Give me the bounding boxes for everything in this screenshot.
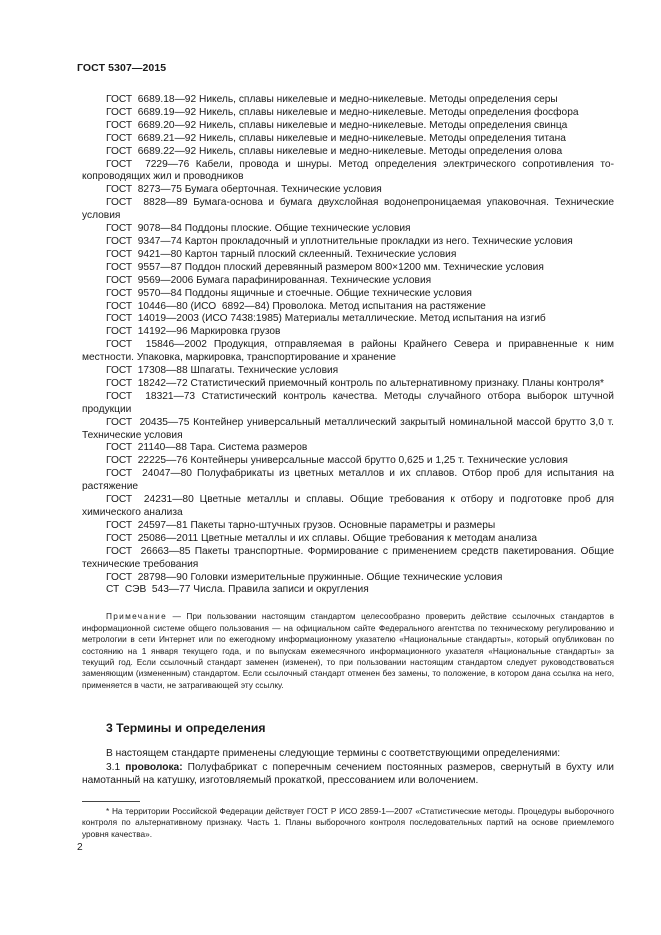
reference-item [82, 288, 614, 301]
reference-item [82, 365, 614, 378]
reference-title: Никель, сплавы никелевые и медно-никелевые. Методы определения фосфора [198, 106, 579, 118]
reference-code: ГОСТ 21140—88 [106, 442, 187, 454]
reference-title: Картон тарный плоский склеенный. Технические условия [184, 248, 457, 260]
reference-title: Маркировка грузов [190, 326, 281, 338]
reference-item [82, 262, 614, 275]
reference-item [82, 301, 614, 314]
reference-title: Головки измерительные пружинные. Общие технические условия [190, 571, 503, 583]
reference-code: ГОСТ 10446—80 (ИСО 6892—84) [106, 300, 270, 312]
reference-item [82, 533, 614, 546]
reference-code: ГОСТ 9569—2006 [106, 274, 194, 286]
reference-item [82, 133, 614, 146]
reference-title: Никель, сплавы никелевые и медно-никелевые. Методы определения свинца [198, 119, 568, 131]
reference-code: ГОСТ 24231—80 [106, 494, 194, 506]
page-number: 2 [77, 842, 83, 853]
reference-code: ГОСТ 9557—87 [106, 261, 182, 273]
reference-item [82, 159, 614, 185]
reference-item [82, 494, 614, 520]
reference-code: ГОСТ 8273—75 [106, 184, 182, 196]
reference-item [82, 572, 614, 585]
reference-code: ГОСТ 17308—88 [106, 365, 188, 377]
reference-code: ГОСТ 6689.21—92 [106, 132, 197, 144]
reference-item [82, 546, 614, 572]
reference-item [82, 339, 614, 365]
reference-item [82, 417, 614, 443]
reference-item [82, 455, 614, 468]
reference-code: ГОСТ 9078—84 [106, 223, 182, 235]
reference-title: Тара. Система размеров [189, 442, 308, 454]
reference-code: ГОСТ 28798—90 [106, 571, 188, 583]
reference-code: ГОСТ 26663—85 [106, 545, 191, 557]
reference-title: Поддоны ящичные и стоечные. Общие технические условия [184, 287, 472, 299]
reference-title: Поддоны плоские. Общие технические условия [184, 223, 411, 235]
reference-title: Бумага оберточная. Технические условия [184, 184, 382, 196]
reference-title: Полуфабрикаты из цветных металлов и их сплавов. Отбор проб для испытания на растяжение [82, 468, 614, 493]
reference-title: Бумага парафинированная. Технические условия [196, 274, 432, 286]
reference-title: Числа. Правила записи и округления [193, 584, 369, 596]
reference-code: ГОСТ 9570—84 [106, 287, 182, 299]
reference-item [82, 584, 614, 597]
reference-item [82, 197, 614, 223]
term-definition-text: Полуфабрикат с поперечным сечением постоянных размеров, свернутый в бухту или намотанный на катушку, изготовляемый прокаткой, прессованием или волочением. [82, 762, 614, 786]
reference-title: Никель, сплавы никелевые и медно-никелевые. Методы определения серы [198, 94, 558, 105]
reference-code: ГОСТ 6689.20—92 [106, 119, 197, 131]
reference-item [82, 520, 614, 533]
reference-item [82, 313, 614, 326]
reference-title: Кабели, провода и шнуры. Метод определения электрического сопротивления токопроводящих жил и проводников [82, 158, 614, 183]
reference-title: Никель, сплавы никелевые и медно-никелевые. Методы определения титана [198, 132, 566, 144]
reference-item [82, 275, 614, 288]
reference-title: Шпагаты. Технические условия [190, 365, 339, 377]
reference-code: ГОСТ 22225—76 [106, 455, 188, 467]
reference-code: ГОСТ 9347—74 [106, 235, 182, 247]
reference-code: СТ СЭВ 543—77 [106, 584, 191, 596]
reference-code: ГОСТ 7229—76 [106, 158, 190, 170]
reference-code: ГОСТ 25086—2011 [106, 532, 199, 544]
reference-title: Пакеты тарно-штучных грузов. Основные параметры и размеры [190, 519, 496, 531]
reference-code: ГОСТ 9421—80 [106, 248, 182, 260]
reference-item [82, 107, 614, 120]
reference-code: ГОСТ 20435—75 [106, 416, 190, 428]
reference-code: ГОСТ 18242—72 [106, 377, 188, 389]
reference-item [82, 236, 614, 249]
reference-code: ГОСТ 6689.18—92 [106, 94, 197, 105]
reference-item [82, 184, 614, 197]
reference-code: ГОСТ 24597—81 [106, 519, 188, 531]
reference-title: Контейнер универсальный металлический закрытый номинальной массой брутто 3,0 т. Технические условия [82, 416, 614, 441]
reference-item [82, 391, 614, 417]
reference-item [82, 378, 614, 391]
reference-item [82, 249, 614, 262]
reference-title: Картон прокладочный и уплотнительные прокладки из него. Технические условия [184, 235, 573, 247]
note-paragraph [82, 611, 614, 691]
reference-item [82, 223, 614, 236]
reference-title: Материалы металлические. Метод испытания на изгиб [284, 313, 546, 325]
reference-title: Статистический контроль качества. Методы случайного отбора выборок штучной продукции [82, 390, 614, 415]
reference-item [82, 120, 614, 133]
reference-code: ГОСТ 6689.22—92 [106, 145, 197, 157]
reference-title: Никель, сплавы никелевые и медно-никелевые. Методы определения олова [198, 145, 563, 157]
reference-code: ГОСТ 24047—80 [106, 468, 192, 480]
reference-code: ГОСТ 6689.19—92 [106, 106, 197, 118]
reference-code: ГОСТ 14192—96 [106, 326, 188, 338]
section-intro: В настоящем стандарте применены следующие термины с соответствующими определениями: [106, 748, 561, 759]
note-label: Примечание [106, 611, 168, 622]
reference-item [82, 94, 614, 107]
reference-title: Бумага-основа и бумага двухслойная водонепроницаемая упаковочная. Технические условия [82, 197, 614, 222]
reference-code: ГОСТ 14019—2003 (ИСО 7438:1985) [106, 313, 282, 325]
term-definition [82, 761, 614, 787]
reference-item [82, 146, 614, 159]
section-title: 3 Термины и определения [106, 721, 266, 735]
normative-references-list [82, 94, 614, 597]
reference-item [82, 326, 614, 339]
standard-code-header: ГОСТ 5307—2015 [77, 62, 167, 74]
reference-title: Поддон плоский деревянный размером 800×1200 мм. Технические условия [184, 261, 544, 273]
reference-code: ГОСТ 15846—2002 [106, 339, 207, 351]
reference-item [82, 442, 614, 455]
note-text: — При пользовании настоящим стандартом целесообразно проверить действие ссылочных стандартов в информационной системе общего пользования — на официальном сайте Федерального агентства по техническому регулированию и метрологии в сети Интернет или по ежегодному информационному указателю «Национальные стандарты», который опубликован по состоянию на 1 января текущего года, и по выпускам ежемесячного информационного указателя «Национальные стандарты» за текущий год. Если ссылочный стандарт заменен (изменен), то при пользовании настоящим стандартом следует руководствоваться заменяющим (измененным) стандартом. Если ссылочный стандарт отменен без замены, то положение, в котором дана ссылка на него, применяется в части, не затрагивающей эту ссылку. [82, 611, 614, 690]
reference-title: Цветные металлы и сплавы. Общие требования к отбору и подготовке проб для химического анализа [82, 494, 614, 518]
reference-code: ГОСТ 18321—73 [106, 390, 196, 402]
reference-title: Цветные металлы и их сплавы. Общие требования к методам анализа [201, 532, 537, 544]
reference-code: ГОСТ 8828—89 [106, 197, 188, 209]
reference-title: Статистический приемочный контроль по альтернативному признаку. Планы контроля* [190, 377, 604, 389]
footnote: * На территории Российской Федерации действует ГОСТ Р ИСО 2859-1—2007 «Статистические методы. Процедуры выборочного контроля по альтернативному признаку. Часть 1. Планы выборочного контроля последовательных партий на основе приемлемого уровня качества». [82, 806, 614, 839]
reference-title: Пакеты транспортные. Формирование с применением средств пакетирования. Общие технические требования [82, 545, 614, 570]
reference-title: Продукция, отправляемая в районы Крайнего Севера и приравненные к ним местности. Упаковка, маркировка, транспортирование и хранение [82, 339, 614, 364]
term-word: проволока: [125, 762, 183, 773]
reference-title: Контейнеры универсальные массой брутто 0,625 и 1,25 т. Технические условия [190, 455, 568, 467]
reference-title: Проволока. Метод испытания на растяжение [272, 300, 486, 312]
footnote-divider [82, 801, 140, 802]
reference-item [82, 468, 614, 494]
term-number: 3.1 [106, 762, 121, 773]
